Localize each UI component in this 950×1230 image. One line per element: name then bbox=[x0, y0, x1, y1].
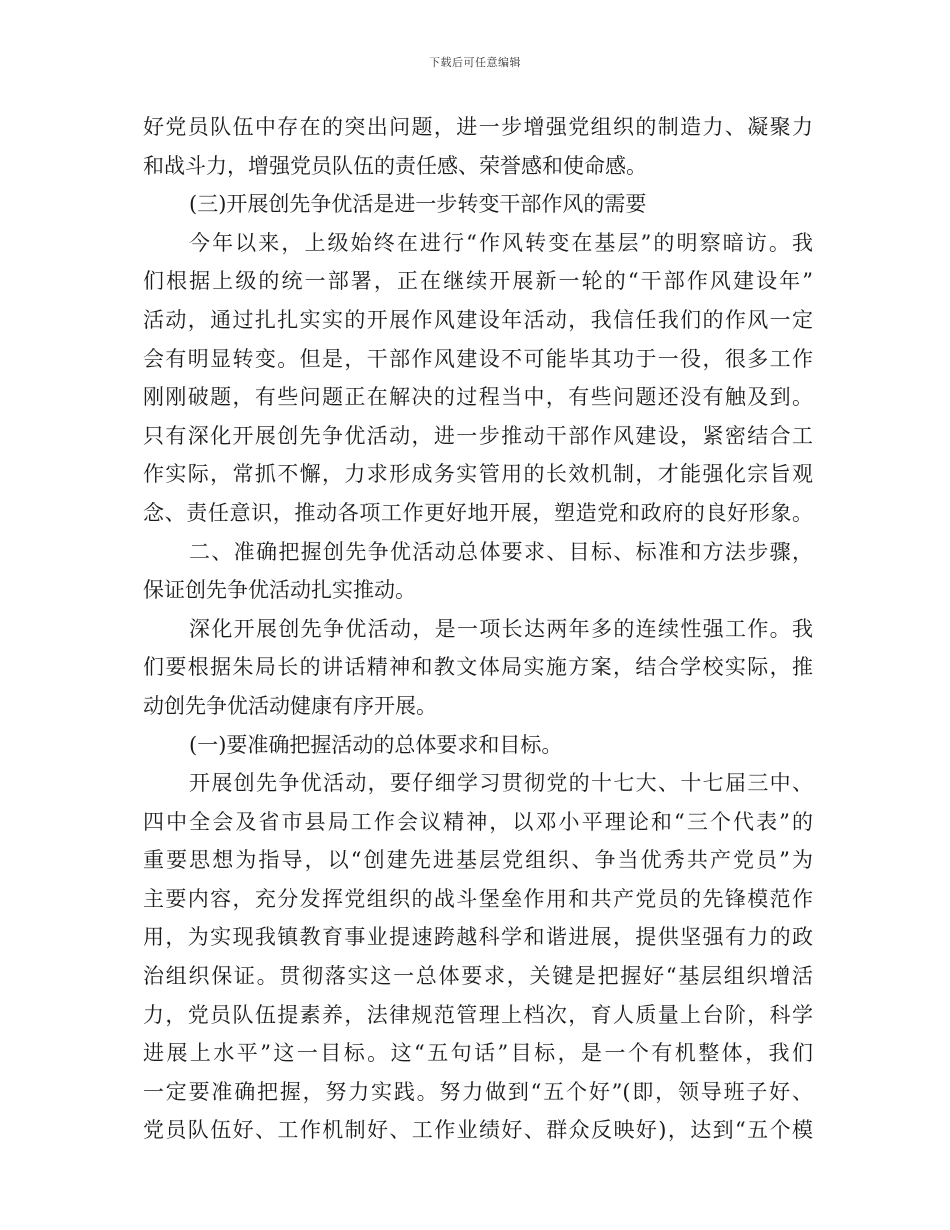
text-line: 们根据上级的统一部署，正在继续开展新一轮的“干部作风建设年” bbox=[143, 269, 813, 294]
text-line: 用，为实现我镇教育事业提速跨越科学和谐进展，提供坚强有力的政 bbox=[143, 925, 813, 950]
text-line: 深化开展创先争优活动，是一项长达两年多的连续性强工作。我 bbox=[189, 616, 813, 641]
text-line: 和战斗力，增强党员队伍的责任感、荣誉感和使命感。 bbox=[143, 153, 647, 178]
text-line: 治组织保证。贯彻落实这一总体要求，关键是把握好“基层组织增活 bbox=[143, 964, 813, 989]
text-line: 动创先争优活动健康有序开展。 bbox=[143, 693, 437, 718]
text-line: 主要内容，充分发挥党组织的战斗堡垒作用和共产党员的先锋模范作 bbox=[143, 886, 813, 911]
text-line: 念、责任意识，推动各项工作更好地开展，塑造党和政府的良好形象。 bbox=[143, 500, 813, 525]
text-line: 二、准确把握创先争优活动总体要求、目标、标准和方法步骤， bbox=[189, 539, 813, 564]
text-line: 重要思想为指导，以“创建先进基层党组织、争当优秀共产党员”为 bbox=[143, 848, 813, 873]
text-line: 进展上水平”这一目标。这“五句话”目标，是一个有机整体，我们 bbox=[143, 1041, 813, 1066]
text-line: 好党员队伍中存在的突出问题，进一步增强党组织的制造力、凝聚力 bbox=[143, 115, 813, 139]
text-line: 活动，通过扎扎实实的开展作风建设年活动，我信任我们的作风一定 bbox=[143, 307, 813, 332]
text-line: 今年以来，上级始终在进行“作风转变在基层”的明察暗访。我 bbox=[189, 230, 813, 255]
text-line: 力，党员队伍提素养，法律规范管理上档次，育人质量上台阶，科学 bbox=[143, 1002, 813, 1027]
text-line: (一)要准确把握活动的总体要求和目标。 bbox=[189, 732, 563, 757]
text-line: (三)开展创先争优活是进一步转变干部作风的需要 bbox=[189, 192, 647, 217]
text-line: 作实际，常抓不懈，力求形成务实管用的长效机制，才能强化宗旨观 bbox=[143, 462, 813, 487]
text-line: 党员队伍好、工作机制好、工作业绩好、群众反映好)，达到“五个模 bbox=[143, 1118, 813, 1143]
text-line: 保证创先争优活动扎实推动。 bbox=[143, 578, 416, 603]
text-line: 开展创先争优活动，要仔细学习贯彻党的十七大、十七届三中、 bbox=[189, 771, 813, 796]
page-header-note: 下载后可任意编辑 bbox=[429, 56, 521, 69]
document-body bbox=[143, 108, 813, 1150]
text-line: 一定要准确把握，努力实践。努力做到“五个好”(即，领导班子好、 bbox=[143, 1079, 813, 1104]
text-line: 们要根据朱局长的讲话精神和教文体局实施方案，结合学校实际，推 bbox=[143, 655, 813, 680]
text-line: 会有明显转变。但是，干部作风建设不可能毕其功于一役，很多工作 bbox=[143, 346, 813, 371]
text-line: 四中全会及省市县局工作会议精神，以邓小平理论和“三个代表”的 bbox=[143, 809, 813, 834]
text-line: 只有深化开展创先争优活动，进一步推动干部作风建设，紧密结合工 bbox=[143, 423, 813, 448]
text-line: 刚刚破题，有些问题正在解决的过程当中，有些问题还没有触及到。 bbox=[143, 385, 813, 410]
